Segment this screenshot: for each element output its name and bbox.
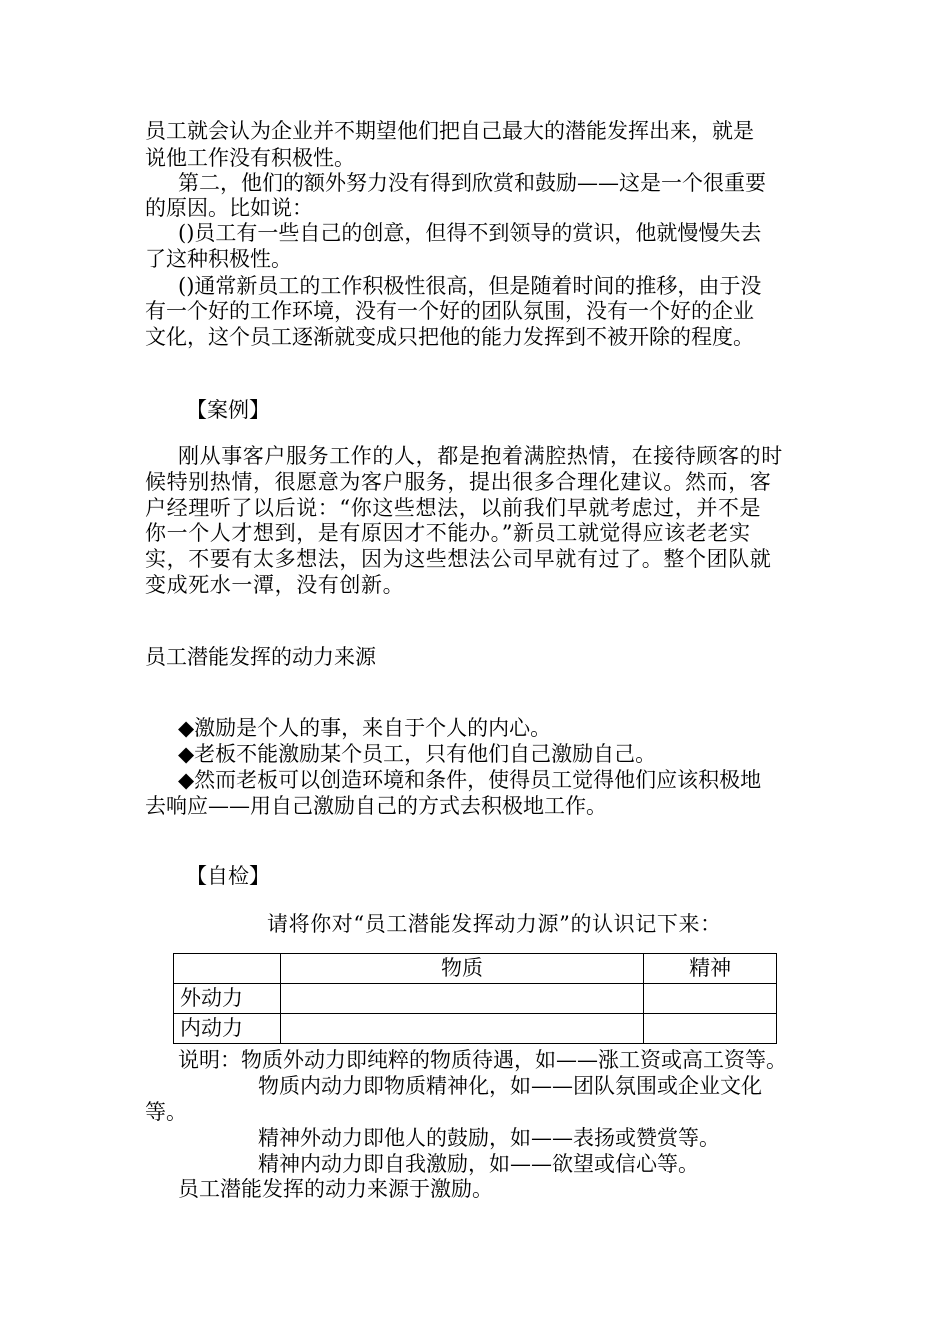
note-line: 员工潜能发挥的动力来源于激励。 — [178, 1177, 493, 1201]
table-cell[interactable] — [644, 984, 777, 1014]
note-line: 精神内动力即自我激励，如——欲望或信心等。 — [258, 1152, 699, 1176]
case-text-line: 变成死水一潭，没有创新。 — [145, 573, 405, 597]
paragraph-line: 第二，他们的额外努力没有得到欣赏和鼓励——这是一个很重要 — [178, 171, 766, 195]
paragraph-line: 员工就会认为企业并不期望他们把自己最大的潜能发挥出来，就是 — [145, 119, 754, 143]
bullet-line: ◆然而老板可以创造环境和条件，使得员工觉得他们应该积极地 — [178, 768, 762, 792]
table-header-cell: 精神 — [644, 954, 777, 984]
paragraph-line: 有一个好的工作环境，没有一个好的团队氛围，没有一个好的企业 — [145, 299, 754, 323]
table-cell[interactable] — [280, 984, 643, 1014]
paragraph-line: 说他工作没有积极性。 — [145, 146, 355, 170]
note-line: 精神外动力即他人的鼓励，如——表扬或赞赏等。 — [258, 1126, 720, 1150]
table-row — [174, 1014, 777, 1044]
paragraph-line: ()通常新员工的工作积极性很高，但是随着时间的推移，由于没 — [178, 274, 762, 298]
case-heading: 【案例】 — [186, 398, 270, 422]
bullet-line: ◆老板不能激励某个员工，只有他们自己激励自己。 — [178, 742, 657, 766]
paragraph-line: 的原因。比如说： — [145, 196, 313, 220]
self-check-table — [173, 953, 777, 1044]
table-row — [174, 984, 777, 1014]
selfcheck-heading: 【自检】 — [186, 864, 270, 888]
paragraph-line: ()员工有一些自己的创意，但得不到领导的赏识，他就慢慢失去 — [178, 221, 762, 245]
table-row-label: 内动力 — [174, 1014, 281, 1044]
bullet-line: ◆激励是个人的事，来自于个人的内心。 — [178, 716, 552, 740]
selfcheck-prompt: 请将你对“员工潜能发挥动力源”的认识记下来： — [267, 912, 722, 936]
paragraph-line: 文化，这个员工逐渐就变成只把他的能力发挥到不被开除的程度。 — [145, 325, 754, 349]
section-title: 员工潜能发挥的动力来源 — [145, 645, 376, 669]
case-text-line: 候特别热情，很愿意为客户服务，提出很多合理化建议。然而，客 — [145, 470, 772, 494]
case-text-line: 户经理听了以后说：“你这些想法，以前我们早就考虑过，并不是 — [145, 496, 762, 520]
case-text-line: 实，不要有太多想法，因为这些想法公司早就有过了。整个团队就 — [145, 547, 772, 571]
case-text-line: 你一个人才想到，是有原因才不能办。”新员工就觉得应该老老实 — [145, 521, 751, 545]
table-header-row — [174, 954, 777, 984]
table-cell[interactable] — [644, 1014, 777, 1044]
table-cell — [174, 954, 281, 984]
note-line: 等。 — [145, 1100, 187, 1124]
table-row-label: 外动力 — [174, 984, 281, 1014]
table-cell[interactable] — [280, 1014, 643, 1044]
note-line: 说明：物质外动力即纯粹的物质待遇，如——涨工资或高工资等。 — [178, 1048, 787, 1072]
bullet-line: 去响应——用自己激励自己的方式去积极地工作。 — [145, 794, 607, 818]
paragraph-line: 了这种积极性。 — [145, 247, 292, 271]
table-header-cell: 物质 — [280, 954, 643, 984]
note-line: 物质内动力即物质精神化，如——团队氛围或企业文化 — [258, 1074, 762, 1098]
case-text-line: 刚从事客户服务工作的人，都是抱着满腔热情，在接待顾客的时 — [178, 444, 783, 468]
